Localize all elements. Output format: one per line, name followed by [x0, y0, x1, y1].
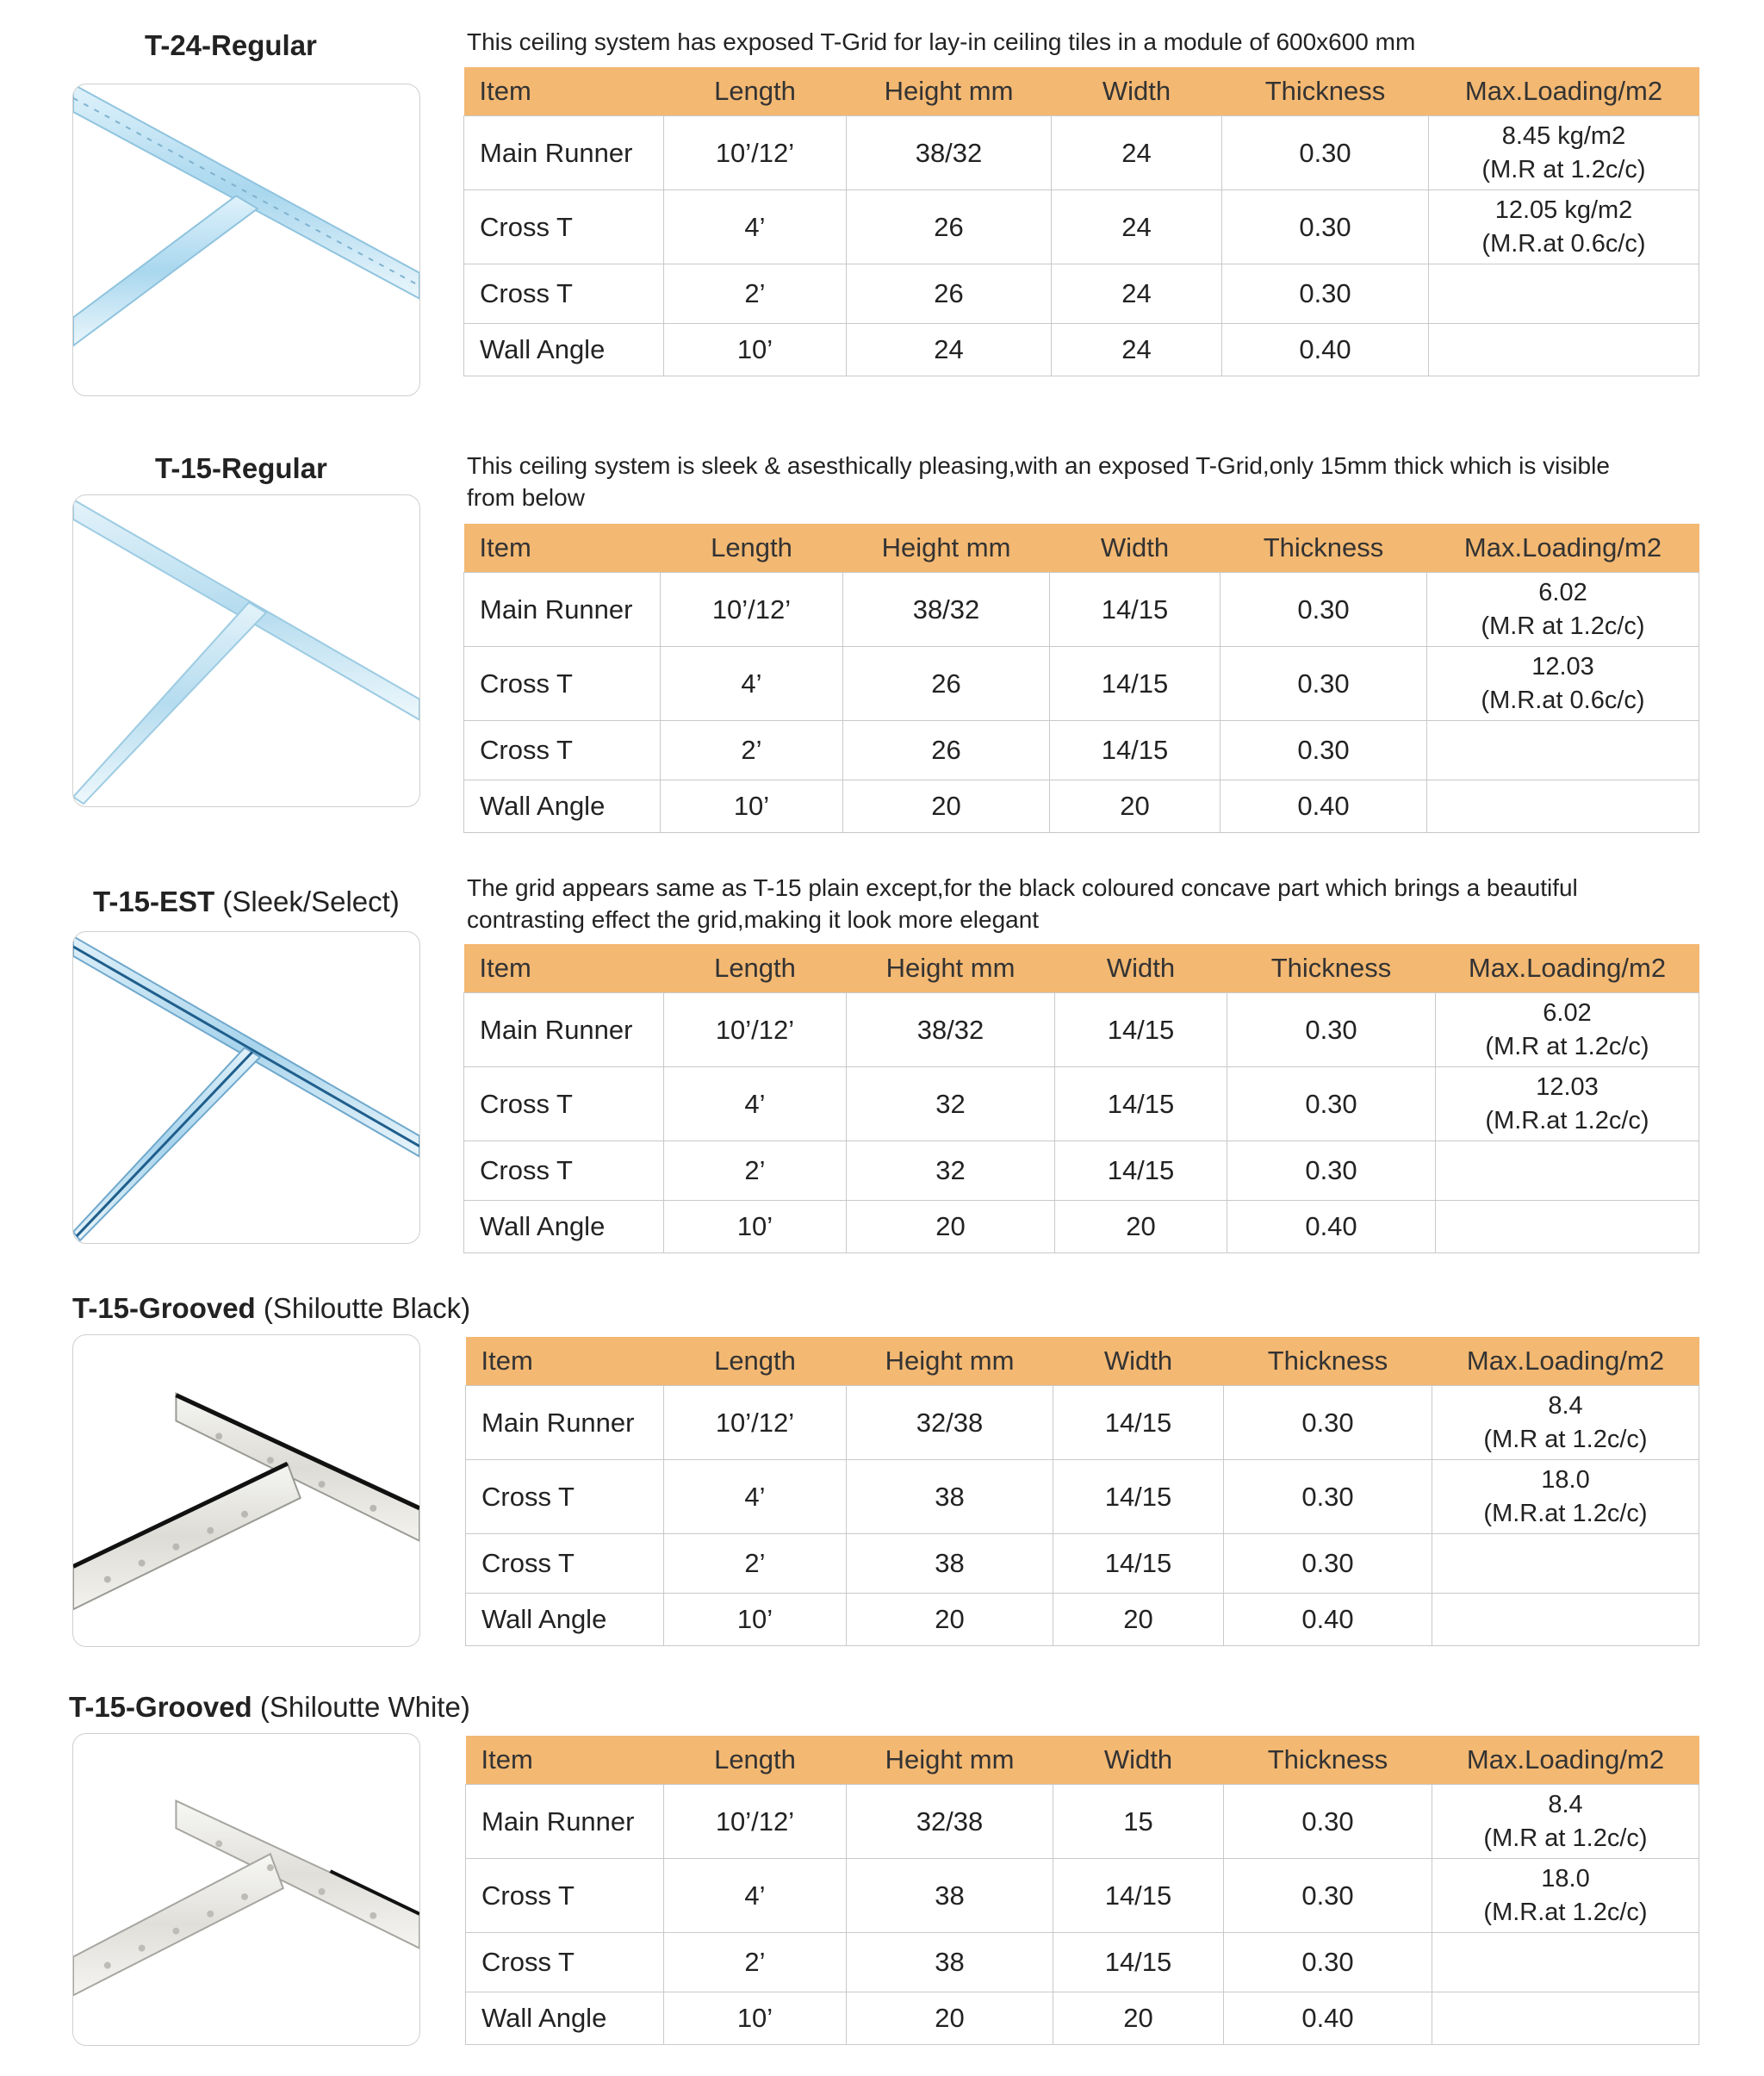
table-row — [466, 1534, 1699, 1594]
max-loading-cell: 8.45 kg/m2 (M.R at 1.2c/c) — [1429, 116, 1699, 190]
thickness-cell: 0.30 — [1222, 116, 1429, 190]
width-cell: 14/15 — [1055, 993, 1227, 1067]
length-cell: 10’ — [664, 1201, 847, 1253]
product-image — [72, 84, 420, 396]
item-cell: Main Runner — [466, 1785, 664, 1859]
height-cell: 26 — [847, 264, 1052, 324]
height-cell: 38/32 — [847, 116, 1052, 190]
col-length-header: Length — [664, 1736, 847, 1785]
item-cell: Wall Angle — [464, 324, 664, 376]
item-cell: Main Runner — [466, 1386, 664, 1460]
height-cell: 32 — [847, 1141, 1055, 1201]
table-header-row — [466, 1736, 1699, 1785]
thickness-cell: 0.30 — [1224, 1859, 1432, 1933]
width-cell: 14/15 — [1053, 1386, 1224, 1460]
col-width-header: Width — [1050, 524, 1221, 573]
section-title: T-15-Regular — [155, 452, 327, 484]
width-cell: 14/15 — [1053, 1460, 1224, 1534]
width-cell: 14/15 — [1053, 1534, 1224, 1594]
spec-table — [465, 1337, 1699, 1646]
table-row — [464, 1201, 1699, 1253]
width-cell: 14/15 — [1050, 573, 1221, 647]
product-image — [72, 931, 420, 1244]
item-cell: Wall Angle — [466, 1992, 664, 2045]
length-cell: 4’ — [664, 1859, 847, 1933]
table-row — [464, 324, 1699, 376]
thickness-cell: 0.30 — [1224, 1460, 1432, 1534]
item-cell: Wall Angle — [464, 1201, 664, 1253]
table-row — [466, 1460, 1699, 1534]
height-cell: 38/32 — [843, 573, 1050, 647]
thickness-cell: 0.30 — [1224, 1534, 1432, 1594]
width-cell: 20 — [1050, 780, 1221, 833]
max-loading-cell — [1427, 721, 1699, 780]
col-max-loading-header: Max.Loading/m2 — [1432, 1337, 1699, 1386]
item-cell: Cross T — [464, 721, 661, 780]
thickness-cell: 0.30 — [1227, 993, 1436, 1067]
product-image — [72, 494, 420, 807]
length-cell: 2’ — [661, 721, 843, 780]
width-cell: 14/15 — [1055, 1141, 1227, 1201]
thickness-cell: 0.40 — [1227, 1201, 1436, 1253]
item-cell: Cross T — [466, 1534, 664, 1594]
table-header-row — [464, 67, 1699, 116]
col-max-loading-header: Max.Loading/m2 — [1436, 944, 1699, 993]
length-cell: 10’ — [661, 780, 843, 833]
thickness-cell: 0.30 — [1221, 573, 1427, 647]
width-cell: 20 — [1055, 1201, 1227, 1253]
height-cell: 32/38 — [847, 1386, 1053, 1460]
max-loading-cell — [1429, 264, 1699, 324]
width-cell: 14/15 — [1050, 647, 1221, 721]
section-title: T-15-Grooved (Shiloutte White) — [69, 1691, 470, 1723]
col-max-loading-header: Max.Loading/m2 — [1427, 524, 1699, 573]
col-item-header: Item — [466, 1337, 664, 1386]
thickness-cell: 0.30 — [1224, 1386, 1432, 1460]
thickness-cell: 0.40 — [1222, 324, 1429, 376]
spec-table — [465, 1736, 1699, 2045]
col-height-header: Height mm — [847, 944, 1055, 993]
col-length-header: Length — [664, 67, 847, 116]
max-loading-cell — [1432, 1933, 1699, 1992]
thickness-cell: 0.40 — [1221, 780, 1427, 833]
width-cell: 20 — [1053, 1992, 1224, 2045]
item-cell: Cross T — [464, 647, 661, 721]
length-cell: 10’/12’ — [664, 1785, 847, 1859]
col-item-header: Item — [466, 1736, 664, 1785]
width-cell: 24 — [1052, 116, 1222, 190]
item-cell: Cross T — [466, 1933, 664, 1992]
height-cell: 20 — [847, 1594, 1053, 1646]
col-length-header: Length — [664, 1337, 847, 1386]
item-cell: Cross T — [466, 1460, 664, 1534]
height-cell: 38 — [847, 1933, 1053, 1992]
col-length-header: Length — [664, 944, 847, 993]
width-cell: 20 — [1053, 1594, 1224, 1646]
max-loading-cell: 6.02 (M.R at 1.2c/c) — [1436, 993, 1699, 1067]
max-loading-cell — [1436, 1141, 1699, 1201]
spec-table — [463, 944, 1699, 1253]
col-thickness-header: Thickness — [1227, 944, 1436, 993]
max-loading-cell — [1432, 1534, 1699, 1594]
col-width-header: Width — [1055, 944, 1227, 993]
table-row — [466, 1933, 1699, 1992]
length-cell: 10’ — [664, 1992, 847, 2045]
width-cell: 14/15 — [1055, 1067, 1227, 1141]
height-cell: 38 — [847, 1460, 1053, 1534]
height-cell: 32/38 — [847, 1785, 1053, 1859]
table-row — [464, 721, 1699, 780]
spec-table — [463, 67, 1699, 376]
col-height-header: Height mm — [847, 1337, 1053, 1386]
length-cell: 10’/12’ — [664, 116, 847, 190]
table-row — [466, 1386, 1699, 1460]
max-loading-cell — [1427, 780, 1699, 833]
section-description: This ceiling system has exposed T-Grid for lay-in ceiling tiles in a module of 600x600 mm — [467, 28, 1416, 55]
thickness-cell: 0.30 — [1227, 1141, 1436, 1201]
width-cell: 24 — [1052, 190, 1222, 264]
item-cell: Cross T — [464, 1067, 664, 1141]
width-cell: 14/15 — [1053, 1933, 1224, 1992]
item-cell: Main Runner — [464, 116, 664, 190]
table-row — [464, 190, 1699, 264]
table-row — [464, 264, 1699, 324]
max-loading-cell: 12.03 (M.R.at 1.2c/c) — [1436, 1067, 1699, 1141]
col-item-header: Item — [464, 944, 664, 993]
max-loading-cell: 18.0 (M.R.at 1.2c/c) — [1432, 1859, 1699, 1933]
section-title: T-15-EST (Sleek/Select) — [93, 886, 400, 917]
length-cell: 4’ — [664, 190, 847, 264]
max-loading-cell: 18.0 (M.R.at 1.2c/c) — [1432, 1460, 1699, 1534]
height-cell: 38 — [847, 1859, 1053, 1933]
table-row — [466, 1992, 1699, 2045]
spec-table — [463, 524, 1699, 833]
thickness-cell: 0.30 — [1224, 1933, 1432, 1992]
thickness-cell: 0.40 — [1224, 1992, 1432, 2045]
length-cell: 2’ — [664, 1534, 847, 1594]
length-cell: 4’ — [664, 1067, 847, 1141]
table-row — [464, 1067, 1699, 1141]
table-row — [464, 993, 1699, 1067]
max-loading-cell — [1429, 324, 1699, 376]
length-cell: 10’ — [664, 1594, 847, 1646]
table-header-row — [464, 944, 1699, 993]
col-item-header: Item — [464, 67, 664, 116]
length-cell: 4’ — [664, 1460, 847, 1534]
col-thickness-header: Thickness — [1221, 524, 1427, 573]
width-cell: 14/15 — [1050, 721, 1221, 780]
col-thickness-header: Thickness — [1224, 1337, 1432, 1386]
thickness-cell: 0.30 — [1222, 190, 1429, 264]
table-row — [464, 780, 1699, 833]
thickness-cell: 0.30 — [1221, 721, 1427, 780]
item-cell: Cross T — [464, 190, 664, 264]
length-cell: 10’/12’ — [664, 1386, 847, 1460]
col-max-loading-header: Max.Loading/m2 — [1429, 67, 1699, 116]
height-cell: 20 — [843, 780, 1050, 833]
max-loading-cell: 8.4 (M.R at 1.2c/c) — [1432, 1785, 1699, 1859]
section-description: The grid appears same as T-15 plain except,for the black coloured concave part which brings a beautiful contrasting effect the grid,making it look more elegant — [467, 874, 1578, 933]
col-thickness-header: Thickness — [1222, 67, 1429, 116]
length-cell: 2’ — [664, 1141, 847, 1201]
section-title: T-24-Regular — [145, 29, 317, 61]
max-loading-cell — [1432, 1992, 1699, 2045]
item-cell: Cross T — [464, 1141, 664, 1201]
item-cell: Wall Angle — [464, 780, 661, 833]
col-width-header: Width — [1053, 1337, 1224, 1386]
col-height-header: Height mm — [843, 524, 1050, 573]
height-cell: 26 — [847, 190, 1052, 264]
product-image — [72, 1733, 420, 2046]
table-row — [466, 1785, 1699, 1859]
max-loading-cell — [1432, 1594, 1699, 1646]
height-cell: 38/32 — [847, 993, 1055, 1067]
col-length-header: Length — [661, 524, 843, 573]
length-cell: 2’ — [664, 264, 847, 324]
table-row — [464, 573, 1699, 647]
table-row — [466, 1859, 1699, 1933]
col-height-header: Height mm — [847, 67, 1052, 116]
thickness-cell: 0.30 — [1227, 1067, 1436, 1141]
max-loading-cell — [1436, 1201, 1699, 1253]
length-cell: 10’ — [664, 324, 847, 376]
section-description: This ceiling system is sleek & asesthically pleasing,with an exposed T-Grid,only 15mm thick which is visible from below — [467, 452, 1610, 511]
thickness-cell: 0.30 — [1222, 264, 1429, 324]
col-height-header: Height mm — [847, 1736, 1053, 1785]
height-cell: 38 — [847, 1534, 1053, 1594]
max-loading-cell: 12.05 kg/m2 (M.R.at 0.6c/c) — [1429, 190, 1699, 264]
item-cell: Main Runner — [464, 573, 661, 647]
max-loading-cell: 8.4 (M.R at 1.2c/c) — [1432, 1386, 1699, 1460]
width-cell: 14/15 — [1053, 1859, 1224, 1933]
table-row — [464, 1141, 1699, 1201]
table-row — [464, 116, 1699, 190]
length-cell: 4’ — [661, 647, 843, 721]
col-item-header: Item — [464, 524, 661, 573]
item-cell: Cross T — [464, 264, 664, 324]
width-cell: 24 — [1052, 264, 1222, 324]
height-cell: 20 — [847, 1992, 1053, 2045]
thickness-cell: 0.30 — [1221, 647, 1427, 721]
col-width-header: Width — [1052, 67, 1222, 116]
item-cell: Cross T — [466, 1859, 664, 1933]
table-row — [464, 647, 1699, 721]
height-cell: 24 — [847, 324, 1052, 376]
product-image — [72, 1334, 420, 1647]
height-cell: 20 — [847, 1201, 1055, 1253]
max-loading-cell: 6.02 (M.R at 1.2c/c) — [1427, 573, 1699, 647]
thickness-cell: 0.30 — [1224, 1785, 1432, 1859]
section-title: T-15-Grooved (Shiloutte Black) — [72, 1292, 471, 1324]
col-width-header: Width — [1053, 1736, 1224, 1785]
length-cell: 10’/12’ — [661, 573, 843, 647]
height-cell: 26 — [843, 647, 1050, 721]
table-header-row — [466, 1337, 1699, 1386]
width-cell: 15 — [1053, 1785, 1224, 1859]
height-cell: 26 — [843, 721, 1050, 780]
col-thickness-header: Thickness — [1224, 1736, 1432, 1785]
width-cell: 24 — [1052, 324, 1222, 376]
table-header-row — [464, 524, 1699, 573]
item-cell: Main Runner — [464, 993, 664, 1067]
length-cell: 2’ — [664, 1933, 847, 1992]
height-cell: 32 — [847, 1067, 1055, 1141]
item-cell: Wall Angle — [466, 1594, 664, 1646]
max-loading-cell: 12.03 (M.R.at 0.6c/c) — [1427, 647, 1699, 721]
table-row — [466, 1594, 1699, 1646]
col-max-loading-header: Max.Loading/m2 — [1432, 1736, 1699, 1785]
length-cell: 10’/12’ — [664, 993, 847, 1067]
thickness-cell: 0.40 — [1224, 1594, 1432, 1646]
